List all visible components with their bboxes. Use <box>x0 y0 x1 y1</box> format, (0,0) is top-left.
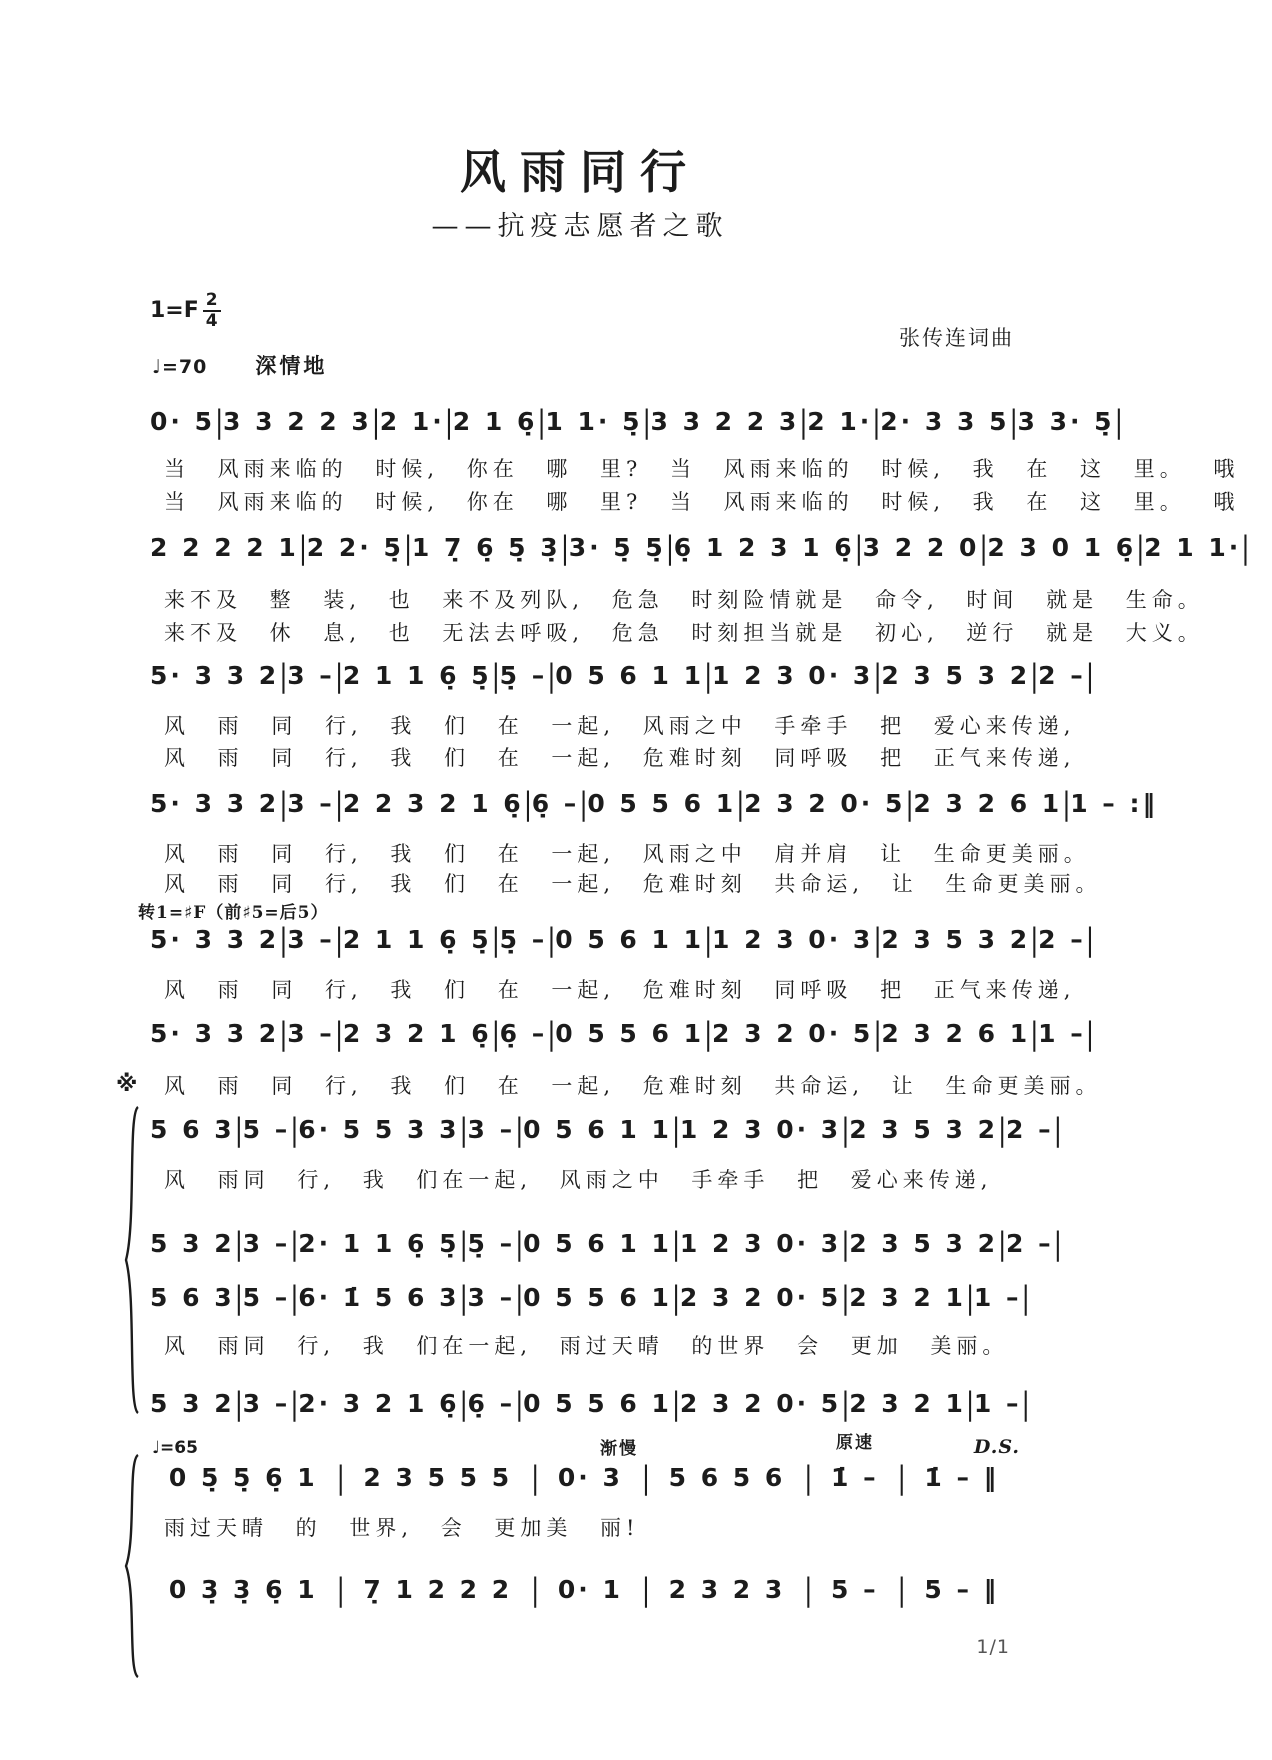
page-subtitle: ——抗疫志愿者之歌 <box>431 211 729 242</box>
notation-line-4: 5· 3 3 2 | 3 – | 2 2 3 2 1 6̣ | 6̣ – | 0 5 5 6 1 | 2 3 2 0· 5 | 2 3 2 6 1 | 1 – :‖ <box>150 785 1159 822</box>
ritardando-marking: 渐慢 <box>600 1439 638 1459</box>
time-signature-denominator: 4 <box>205 311 218 331</box>
lyric-line-6: 风 雨 同 行, 我 们 在 一起, 危难时刻 共命运, 让 生命更美丽。 <box>164 1074 1102 1098</box>
segno-icon: ※ <box>116 1072 138 1097</box>
notation-line-8: 5 3 2 | 3 – | 2· 1 1 6̣ 5̣ | 5̣ – | 0 5 6 1 1 | 1 2 3 0· 3 | 2 3 5 3 2 | 2 – | <box>150 1225 1063 1262</box>
page-title: 风雨同行 <box>460 145 700 199</box>
notation-line-1: 0· 5 | 3 3 2 2 3 | 2 1· | 2 1 6̣ | 1 1· 5̣ | 3 3 2 2 3 | 2 1· | 2· 3 3 5 | 3 3· 5̣ | <box>150 403 1124 440</box>
coda-brace-icon <box>122 1452 140 1680</box>
coda-tempo-marking: ♩=65 <box>152 1438 198 1458</box>
notation-line-9: 5 6 3 | 5 – | 6· 1̇ 5 6 3 | 3 – | 0 5 5 6 1 | 2 3 2 0· 5 | 2 3 2 1 | 1 – | <box>150 1279 1030 1316</box>
lyric-line-2-verse-2: 来不及 休 息, 也 无法去呼吸, 危急 时刻担当就是 初心, 逆行 就是 大义。 <box>164 621 1204 645</box>
key-signature <box>150 292 221 330</box>
notation-line-6: 5· 3 3 2 | 3 – | 2 3 2 1 6̣ | 6̣ – | 0 5 5 6 1 | 2 3 2 0· 5 | 2 3 2 6 1 | 1 – | <box>150 1015 1095 1052</box>
notation-line-11: 0 5̣ 5̣ 6̣ 1 | 2 3 5 5 5 | 0· 3 | 5 6 5 6 | 1̇ – | 1̇ – ‖ <box>168 1459 1000 1496</box>
notation-line-5: 5· 3 3 2 | 3 – | 2 1 1 6̣ 5̣ | 5̣ – | 0 5 6 1 1 | 1 2 3 0· 3 | 2 3 5 3 2 | 2 – | <box>150 921 1095 958</box>
a-tempo-marking: 原速 <box>836 1433 874 1453</box>
lyric-line-1-verse-1: 当 风雨来临的 时候, 你在 哪 里? 当 风雨来临的 时候, 我 在 这 里。 哦 <box>164 457 1240 481</box>
lyric-line-9: 风 雨同 行, 我 们在一起, 雨过天晴 的世界 会 更加 美丽。 <box>164 1334 1009 1358</box>
tempo-row <box>152 350 327 380</box>
expression-marking: 深情地 <box>255 353 328 378</box>
time-signature <box>203 292 221 330</box>
lyric-line-5: 风 雨 同 行, 我 们 在 一起, 危难时刻 同呼吸 把 正气来传递, <box>164 978 1076 1002</box>
lyric-line-7: 风 雨同 行, 我 们在一起, 风雨之中 手牵手 把 爱心来传递, <box>164 1168 993 1192</box>
notation-line-2: 2 2 2 2 1 | 2 2· 5̣ | 1 7̣ 6̣ 5̣ 3̣ | 3· 5̣ 5̣ | 6̣ 1 2 3 1 6̣ | 3 2 2 0 | 2 3 0 1 6̣ | 2 1 1· | <box>150 529 1250 566</box>
page-number: 1/1 <box>976 1636 1010 1658</box>
tempo-marking: ♩=70 <box>152 356 208 378</box>
notation-line-10: 5 3 2 | 3 – | 2· 3 2 1 6̣ | 6̣ – | 0 5 5 6 1 | 2 3 2 0· 5 | 2 3 2 1 | 1 – | <box>150 1385 1030 1422</box>
time-signature-numerator: 2 <box>203 292 221 312</box>
lyric-line-3-verse-2: 风 雨 同 行, 我 们 在 一起, 危难时刻 同呼吸 把 正气来传递, <box>164 746 1076 770</box>
modulation-marking: 转1=♯F（前♯5=后5） <box>138 903 329 923</box>
notation-line-7: 5 6 3 | 5 – | 6· 5 5 3 3 | 3 – | 0 5 6 1 1 | 1 2 3 0· 3 | 2 3 5 3 2 | 2 – | <box>150 1111 1063 1148</box>
lyric-line-3-verse-1: 风 雨 同 行, 我 们 在 一起, 风雨之中 手牵手 把 爱心来传递, <box>164 714 1076 738</box>
lyric-line-2-verse-1: 来不及 整 装, 也 来不及列队, 危急 时刻险情就是 命令, 时间 就是 生命。 <box>164 588 1204 612</box>
system-brace-icon <box>122 1104 140 1416</box>
lyric-line-4-verse-2: 风 雨 同 行, 我 们 在 一起, 危难时刻 共命运, 让 生命更美丽。 <box>164 872 1102 896</box>
composer-credit: 张传连词曲 <box>899 326 1014 350</box>
notation-line-3: 5· 3 3 2 | 3 – | 2 1 1 6̣ 5̣ | 5̣ – | 0 5 6 1 1 | 1 2 3 0· 3 | 2 3 5 3 2 | 2 – | <box>150 657 1095 694</box>
lyric-line-1-verse-2: 当 风雨来临的 时候, 你在 哪 里? 当 风雨来临的 时候, 我 在 这 里。 哦 <box>164 490 1240 514</box>
lyric-line-4-verse-1: 风 雨 同 行, 我 们 在 一起, 风雨之中 肩并肩 让 生命更美丽。 <box>164 842 1090 866</box>
dal-segno-marking: D.S. <box>973 1436 1020 1458</box>
key-label: 1=F <box>150 298 199 323</box>
notation-line-12: 0 3̣ 3̣ 6̣ 1 | 7̣ 1 2 2 2 | 0· 1 | 2 3 2 3 | 5 – | 5 – ‖ <box>168 1571 1000 1608</box>
lyric-line-11: 雨过天晴 的 世界, 会 更加美 丽! <box>164 1516 640 1540</box>
